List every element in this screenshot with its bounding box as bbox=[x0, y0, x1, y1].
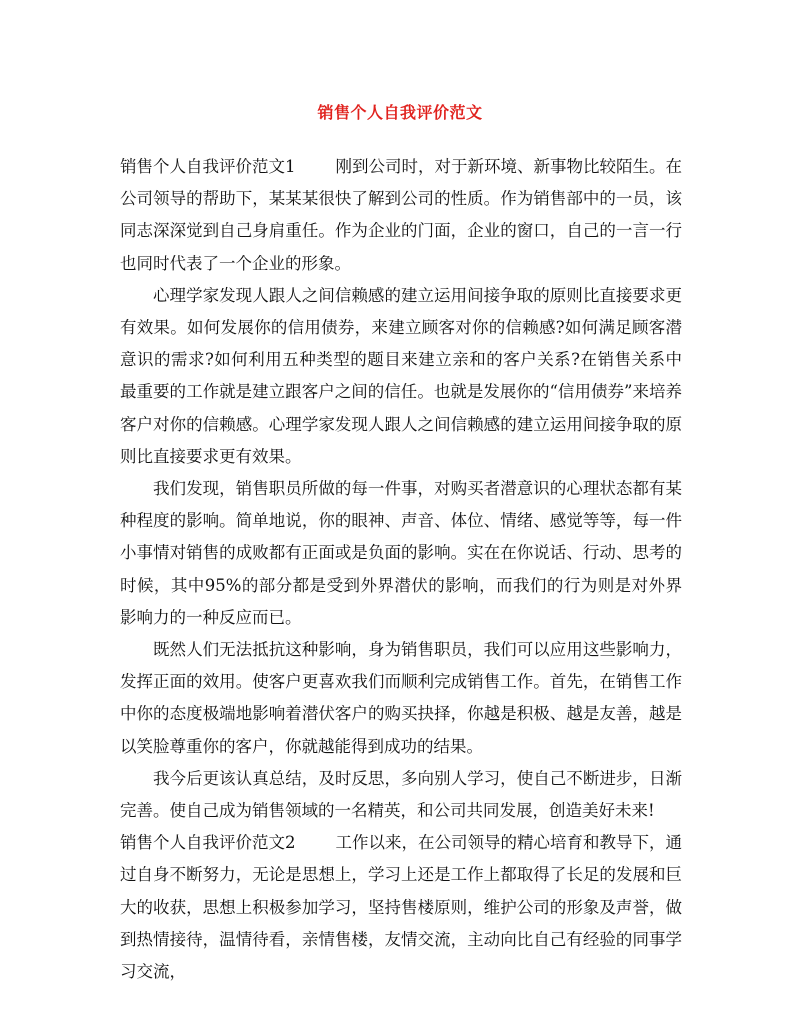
section-2-intro bbox=[120, 827, 682, 988]
section-2-heading: 销售个人自我评价范文2 bbox=[120, 833, 296, 853]
section-1-paragraph-1: 心理学家发现人跟人之间信赖感的建立运用间接争取的原则比直接要求更有效果。如何发展你的信用债券，来建立顾客对你的信赖感?如何满足顾客潜意识的需求?如何利用五种类型的题目来建立亲和的客户关系?在销售关系中最重要的工作就是建立跟客户之间的信任。也就是发展你的“信用债券”来培养客户对你的信赖感。心理学家发现人跟人之间信赖感的建立运用间接争取的原则比直接要求更有效果。 bbox=[120, 285, 682, 466]
section-1-intro bbox=[120, 151, 682, 280]
page-title: 销售个人自我评价范文 bbox=[317, 103, 483, 122]
section-1-paragraph-4: 我今后更该认真总结，及时反思，多向别人学习，使自己不断进步，日渐完善。使自己成为销售领域的一名精英，和公司共同发展，创造美好未来! bbox=[120, 768, 682, 821]
section-1-paragraph-2: 我们发现，销售职员所做的每一件事，对购买者潜意识的心理状态都有某种程度的影响。简单地说，你的眼神、声音、体位、情绪、感觉等等，每一件小事情对销售的成败都有正面或是负面的影响。实在在你说话、行动、思考的时候，其中95%的部分都是受到外界潜伏的影响，而我们的行为则是对外界影响力的一种反应而已。 bbox=[120, 479, 682, 627]
section-1-heading: 销售个人自我评价范文1 bbox=[120, 157, 296, 176]
section-2-first-text: 工作以来，在公司领导的精心培育和教导下，通过自身不断努力，无论是思想上，学习上还是工作上都取得了长足的发展和巨大的收获，思想上积极参加学习，坚持售楼原则，维护公司的形象及声誉，做到热情接待，温情待看，亲情售楼，友情交流，主动向比自己有经验的同事学习交流， bbox=[120, 833, 682, 982]
section-1-first-text: 刚到公司时，对于新环境、新事物比较陌生。在公司领导的帮助下，某某某很快了解到公司的性质。作为销售部中的一员，该同志深深觉到自己身肩重任。作为企业的门面，企业的窗口，自己的一言一行也同时代表了一个企业的形象。 bbox=[120, 157, 682, 273]
section-1-paragraph-3: 既然人们无法抵抗这种影响，身为销售职员，我们可以应用这些影响力，发挥正面的效用。使客户更喜欢我们而顺利完成销售工作。首先，在销售工作中你的态度极端地影响着潜伏客户的购买抉择，你越是积极、越是友善，越是以笑脸尊重你的客户，你就越能得到成功的结果。 bbox=[120, 640, 682, 756]
document-body bbox=[120, 151, 682, 988]
